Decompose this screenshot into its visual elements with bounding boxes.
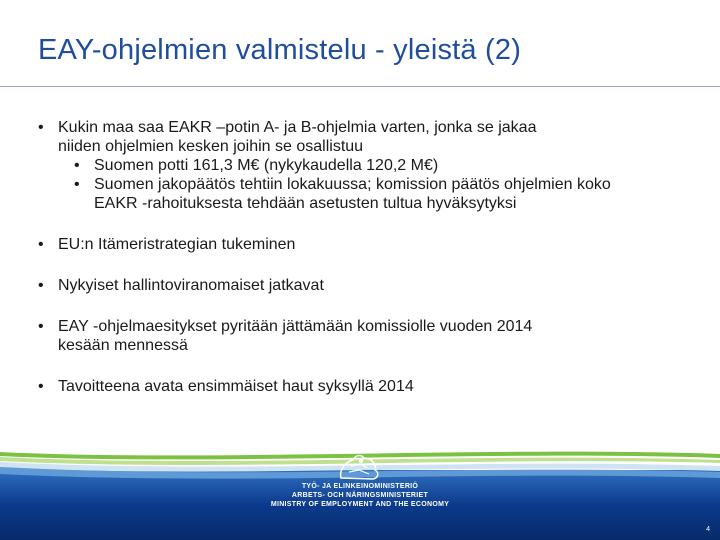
slide-title: EAY-ohjelmien valmistelu - yleistä (2) [38,34,522,66]
bullet-text-line: EU:n Itämeristrategian tukeminen [58,236,296,253]
ministry-name-fi: TYÖ- JA ELINKEINOMINISTERIÖ [301,483,419,490]
bullet-managing-authorities [38,276,678,295]
slide-content [38,118,678,396]
bullet-dot: • [74,176,80,193]
bullet-text-line: Tavoitteena avata ensimmäiset haut syksyllä 2014 [58,378,414,395]
bullet-dot: • [38,318,44,335]
bullet-first-calls [38,377,678,396]
bullet-dot: • [38,277,44,294]
bullet-text-line: niiden ohjelmien kesken joihin se osallistuu [58,138,364,155]
bullet-text-line: EAKR -rahoituksesta tehdään asetusten tultua hyväksytyksi [94,195,517,212]
subbullet-finland-pot [74,156,678,175]
ministry-name [0,482,720,509]
bullet-baltic-strategy [38,235,678,254]
bullet-text-line: kesään mennessä [58,337,188,354]
bullet-text-line: EAY -ohjelmaesitykset pyritään jättämään komissiolle vuoden 2014 [58,318,533,335]
bullet-text-line: Nykyiset hallintoviranomaiset jatkavat [58,277,324,294]
title-divider [0,86,720,87]
bullet-dot: • [38,378,44,395]
bullet-programme-submission [38,317,678,355]
bullet-text-line: Suomen potti 161,3 M€ (nykykaudella 120,2 M€) [94,157,439,174]
bullet-dot: • [74,157,80,174]
bullet-eakr-pot [38,118,678,156]
ministry-name-en: MINISTRY OF EMPLOYMENT AND THE ECONOMY [270,501,450,508]
subbullet-allocation-decision [74,175,678,213]
ministry-name-sv: ARBETS- OCH NÄRINGSMINISTERIET [291,492,429,499]
lion-crest-icon [331,452,389,482]
bullet-dot: • [38,236,44,253]
page-number: 4 [706,526,710,533]
bullet-text-line: Suomen jakopäätös tehtiin lokakuussa; komission päätös ohjelmien koko [94,176,611,193]
bullet-dot: • [38,119,44,136]
bullet-text-line: Kukin maa saa EAKR –potin A- ja B-ohjelmia varten, jonka se jakaa [58,119,537,136]
